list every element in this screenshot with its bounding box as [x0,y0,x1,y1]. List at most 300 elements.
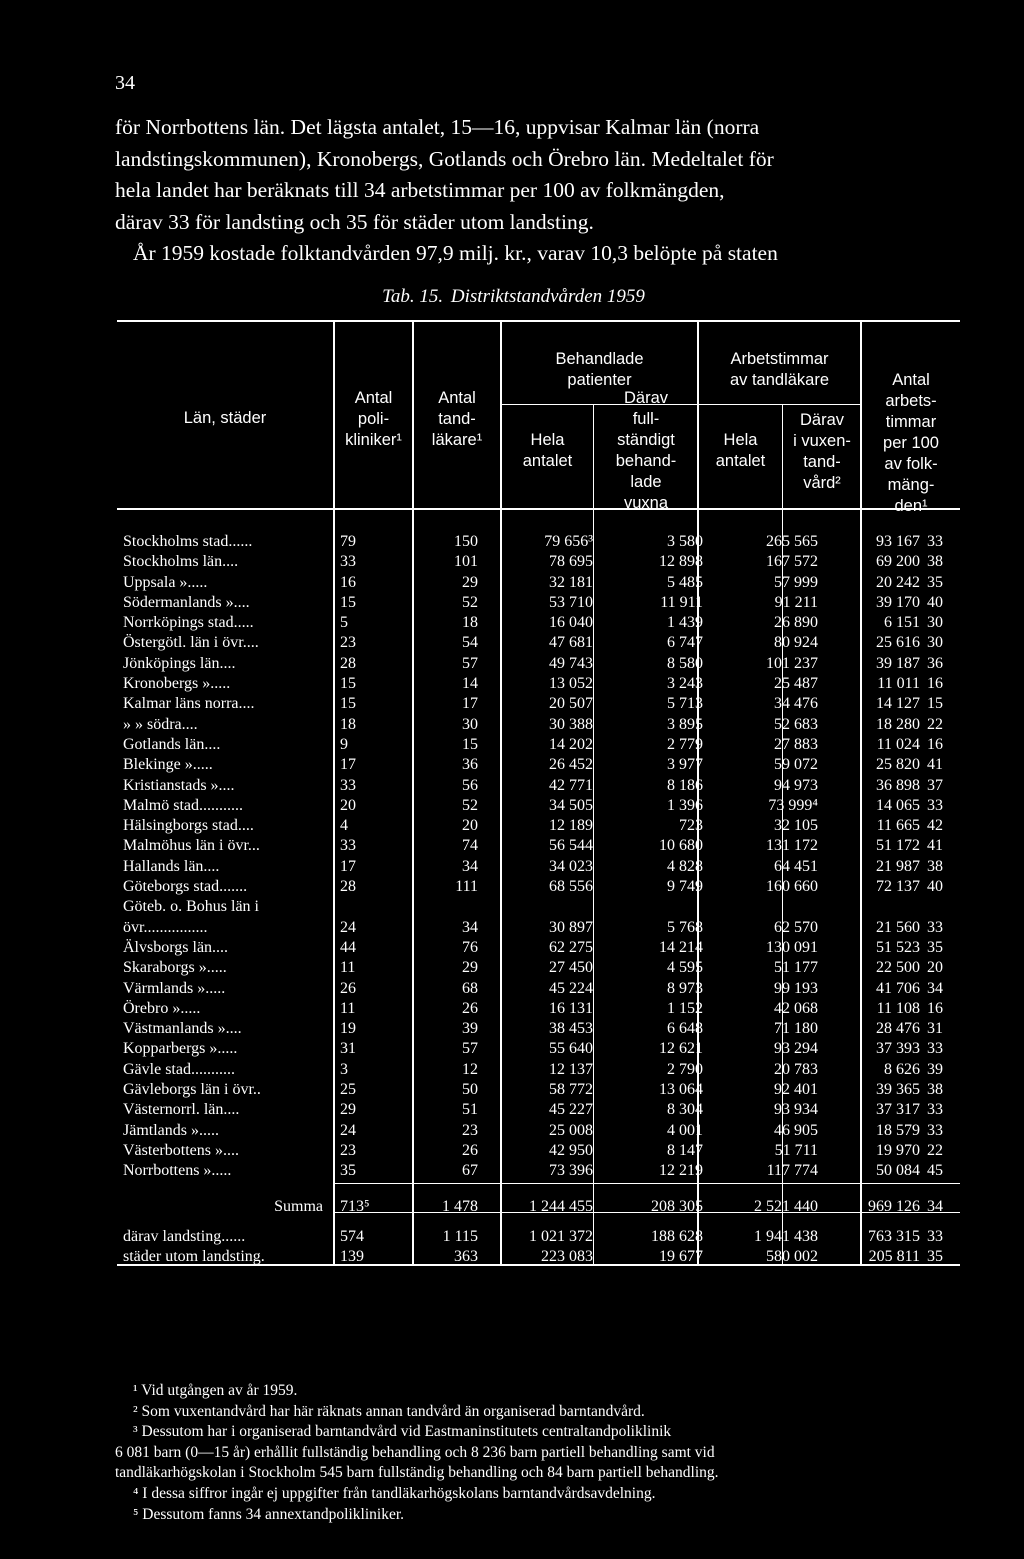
cell-poli: 33 [340,776,356,794]
cell-per100: 33 [927,533,943,550]
cell-beh: 25 008 [549,1121,593,1139]
table-row [123,878,963,898]
cell-name: Södermanlands ».... [123,593,250,611]
table-row [123,675,963,695]
table-top-rule [117,320,960,322]
cell-tand: 363 [454,1248,478,1266]
header-per100: Antal arbets- timmar per 100 av folk- mäng- den¹ [883,371,939,515]
cell-per100: 41 [927,756,943,774]
intro-line: för Norrbottens län. Det lägsta antalet, 15—16, uppvisar Kalmar län (norra [115,115,760,139]
cell-vuxen: 69 200 [876,553,920,571]
table-row [123,1101,963,1121]
cell-beh: 42 950 [549,1141,593,1159]
table-row [123,655,963,675]
cell-full: 2 790 [667,1060,703,1078]
cell-per100: 37 [927,776,943,794]
cell-arb: 93 294 [774,1040,818,1058]
cell-arb: 91 211 [774,593,818,611]
cell-tand: 18 [462,614,478,632]
table-row [123,594,963,614]
cell-vuxen: 21 560 [876,918,920,936]
cell-name: övr................ [123,918,208,936]
cell-full: 1 439 [667,614,703,632]
cell-tand: 52 [462,796,478,814]
header-arb-darav: Därav i vuxen- tand- vård² [793,411,851,492]
table-row [123,1040,963,1060]
cell-poli: 23 [340,1141,356,1159]
table-row [123,553,963,573]
cell-arb: 99 193 [774,979,818,997]
cell-beh: 58 772 [549,1081,593,1099]
cell-name: Västerbottens ».... [123,1141,239,1159]
footnote: ¹ Vid utgången av år 1959. [133,1382,298,1399]
cell-vuxen: 25 616 [876,634,920,652]
table-row [123,797,963,817]
cell-arb: 131 172 [766,837,818,855]
cell-per100: 45 [927,1162,943,1180]
cell-vuxen: 36 898 [876,776,920,794]
arbetstimmar-rule [697,404,860,405]
cell-full: 12 898 [659,553,703,571]
cell-vuxen: 14 065 [876,796,920,814]
cell-arb: 20 783 [774,1060,818,1078]
cell-poli: 19 [340,1020,356,1038]
cell-name: därav landsting...... [123,1227,246,1245]
cell-tand: 36 [462,756,478,774]
cell-arb: 265 565 [766,533,818,550]
cell-vuxen: 28 476 [876,1020,920,1038]
cell-beh: 62 275 [549,938,593,956]
cell-per100: 22 [927,1141,943,1159]
table-row [123,1061,963,1081]
cell-poli: 15 [340,593,356,611]
cell-poli: 20 [340,796,356,814]
cell-full: 8 147 [667,1141,703,1159]
header-poli: Antal poli- kliniker¹ [345,389,402,449]
cell-name: Gotlands län.... [123,735,221,753]
cell-per100: 33 [927,918,943,936]
cell-tand: 54 [462,634,478,652]
header-tand: Antal tand- läkare¹ [431,389,483,449]
cell-beh: 68 556 [549,878,593,896]
cell-arb: 32 105 [774,817,818,835]
header-beh-hela: Hela antalet [522,431,573,470]
cell-tand: 29 [462,573,478,591]
cell-per100: 33 [927,1101,943,1119]
cell-full: 3 243 [667,675,703,693]
cell-vuxen: 6 151 [884,614,920,632]
table-row [123,1142,963,1162]
cell-per100: 34 [927,1197,943,1215]
cell-tand: 26 [462,1141,478,1159]
cell-beh: 27 450 [549,959,593,977]
cell-poli: 5 [340,614,348,632]
cell-vuxen: 37 393 [876,1040,920,1058]
cell-poli: 11 [340,999,356,1017]
header-lan: Län, städer [183,409,267,427]
table-row [123,919,963,939]
cell-vuxen: 20 242 [876,573,920,591]
cell-per100: 40 [927,593,943,611]
cell-poli: 23 [340,634,356,652]
cell-tand: 1 478 [442,1197,478,1215]
cell-beh: 79 656³ [544,533,593,550]
cell-tand: 34 [462,857,478,875]
cell-name: Kopparbergs »..... [123,1040,238,1058]
page-number: 34 [115,72,135,94]
cell-poli: 33 [340,837,356,855]
header-bottom-rule [117,508,960,510]
cell-tand: 29 [462,959,478,977]
cell-full: 208 305 [651,1197,703,1215]
cell-poli: 24 [340,1121,356,1139]
cell-tand: 23 [462,1121,478,1139]
cell-tand: 57 [462,654,478,672]
cell-full: 6 648 [667,1020,703,1038]
header-arb-hela: Hela antalet [715,431,766,470]
footnote: 6 081 barn (0—15 år) erhållit fullständig behandling och 8 236 barn partiell behandling samt vid [115,1443,715,1461]
cell-vuxen: 51 172 [876,837,920,855]
table-row [123,756,963,776]
table-caption [0,286,1024,308]
cell-vuxen: 22 500 [876,959,920,977]
cell-beh: 49 743 [549,654,593,672]
cell-tand: 51 [462,1101,478,1119]
cell-poli: 31 [340,1040,356,1058]
cell-name: Östergötl. län i övr.... [123,634,259,652]
cell-vuxen: 25 820 [876,756,920,774]
cell-per100: 33 [927,796,943,814]
cell-poli: 29 [340,1101,356,1119]
footnote: ⁴ I dessa siffror ingår ej uppgifter från tandläkarhögskolans barntandvårdsavdelning. [133,1484,656,1502]
cell-vuxen: 51 523 [876,938,920,956]
cell-vuxen: 19 970 [876,1141,920,1159]
cell-beh: 20 507 [549,695,593,713]
cell-tand: 111 [455,878,478,896]
table-row [123,1122,963,1142]
cell-beh: 12 189 [549,817,593,835]
cell-beh: 42 771 [549,776,593,794]
table-row [123,716,963,736]
table-row [123,1020,963,1040]
cell-tand: 150 [454,533,478,550]
footnote: ³ Dessutom har i organiserad barntandvård vid Eastmaninstitutets centraltandpoliklinik [133,1423,672,1441]
cell-arb: 34 476 [774,695,818,713]
cell-name: Göteb. o. Bohus län i [123,898,259,916]
cell-poli: 574 [340,1227,364,1245]
table-row [123,1000,963,1020]
cell-per100: 38 [927,857,943,875]
cell-full: 12 621 [659,1040,703,1058]
cell-full: 3 977 [667,756,703,774]
cell-arb: 57 999 [774,573,818,591]
cell-poli: 713⁵ [340,1197,370,1215]
cell-beh: 38 453 [549,1020,593,1038]
cell-arb: 92 401 [774,1081,818,1099]
cell-poli: 33 [340,553,356,571]
cell-tand: 67 [462,1162,478,1180]
cell-per100: 30 [927,634,943,652]
cell-name: Jämtlands »..... [123,1121,219,1139]
cell-full: 6 747 [667,634,703,652]
cell-tand: 34 [462,918,478,936]
cell-beh: 223 083 [541,1248,593,1266]
cell-name: Kronobergs »..... [123,675,231,693]
table-row [123,1081,963,1101]
cell-poli: 139 [340,1248,364,1266]
cell-name: Hallands län.... [123,857,220,875]
cell-name: Uppsala »..... [123,573,208,591]
cell-full: 4 828 [667,857,703,875]
cell-poli: 24 [340,918,356,936]
cell-full: 1 152 [667,999,703,1017]
cell-vuxen: 50 084 [876,1162,920,1180]
cell-name: Stockholms stad...... [123,533,253,550]
col-divider [782,404,783,510]
intro-line: landstingskommunen), Kronobergs, Gotlands och Örebro län. Medeltalet för [115,146,774,171]
cell-name: Älvsborgs län.... [123,938,229,956]
cell-beh: 34 505 [549,796,593,814]
cell-poli: 15 [340,675,356,693]
cell-tand: 76 [462,938,478,956]
cell-per100: 16 [927,675,943,693]
cell-vuxen: 93 167 [876,533,920,550]
cell-full: 11 911 [660,593,703,611]
cell-name: Värmlands »..... [123,979,226,997]
cell-tand: 74 [462,837,478,855]
cell-poli: 15 [340,695,356,713]
cell-tand: 30 [462,715,478,733]
cell-full: 8 304 [667,1101,703,1119]
cell-name: Malmö stad........... [123,796,243,814]
table-row [123,1162,963,1182]
cell-beh: 12 137 [549,1060,593,1078]
cell-poli: 25 [340,1081,356,1099]
cell-poli: 3 [340,1060,348,1078]
table-row [123,574,963,594]
cell-name: Göteborgs stad....... [123,878,248,896]
cell-arb: 46 905 [774,1121,818,1139]
cell-vuxen: 8 626 [884,1060,920,1078]
footnote: ² Som vuxentandvård har här räknats annan tandvård än organiserad barntandvård. [133,1402,645,1420]
cell-beh: 56 544 [549,837,593,855]
cell-poli: 11 [340,959,356,977]
cell-per100: 41 [927,837,943,855]
cell-poli: 17 [340,756,356,774]
header-behandlade: Behandlade patienter [555,350,644,389]
cell-per100: 35 [927,573,943,591]
cell-arb: 52 683 [774,715,818,733]
cell-full: 723 [679,817,703,835]
cell-name: Skaraborgs »..... [123,959,227,977]
cell-vuxen: 14 127 [876,695,920,713]
cell-arb: 160 660 [766,878,818,896]
table-row [123,736,963,756]
cell-per100: 36 [927,654,943,672]
cell-arb: 62 570 [774,918,818,936]
cell-full: 19 677 [659,1248,703,1266]
cell-name: » » södra.... [123,715,198,733]
cell-full: 9 749 [667,878,703,896]
cell-per100: 31 [927,1020,943,1038]
cell-name: städer utom landsting. [123,1248,265,1266]
cell-vuxen: 763 315 [868,1227,920,1245]
cell-poli: 4 [340,817,348,835]
subtotal-row [123,1248,963,1268]
cell-beh: 55 640 [549,1040,593,1058]
cell-arb: 64 451 [774,857,818,875]
table-row [123,695,963,715]
cell-name: Västmanlands ».... [123,1020,242,1038]
table-body [123,533,963,1268]
cell-arb: 117 774 [766,1162,818,1180]
cell-vuxen: 39 365 [876,1081,920,1099]
cell-full: 3 895 [667,715,703,733]
cell-arb: 2 521 440 [754,1197,818,1215]
cell-beh: 13 052 [549,675,593,693]
cell-poli: 9 [340,735,348,753]
cell-vuxen: 205 811 [868,1248,920,1266]
table-label: Tab. 15. [382,286,444,307]
summa-row [123,1198,963,1218]
cell-name: Västernorrl. län.... [123,1101,240,1119]
intro-line: År 1959 kostade folktandvården 97,9 milj. kr., varav 10,3 belöpte på staten [133,241,778,265]
table-row [123,817,963,837]
table-row [123,898,963,918]
cell-name: Kalmar läns norra.... [123,695,255,713]
table-row [123,858,963,878]
footnote: ⁵ Dessutom fanns 34 annextandpolikliniker. [133,1505,405,1523]
table-row [123,777,963,797]
cell-per100: 40 [927,878,943,896]
cell-per100: 20 [927,959,943,977]
cell-vuxen: 11 108 [876,999,920,1017]
cell-full: 12 219 [659,1162,703,1180]
cell-arb: 26 890 [774,614,818,632]
cell-arb: 73 999⁴ [768,796,818,814]
cell-full: 8 186 [667,776,703,794]
cell-beh: 14 202 [549,735,593,753]
cell-per100: 33 [927,1121,943,1139]
cell-vuxen: 11 011 [877,675,920,693]
cell-per100: 22 [927,715,943,733]
cell-name: Jönköpings län.... [123,654,236,672]
cell-beh: 30 388 [549,715,593,733]
cell-beh: 45 224 [549,979,593,997]
cell-vuxen: 11 665 [876,817,920,835]
cell-arb: 80 924 [774,634,818,652]
cell-tand: 12 [462,1060,478,1078]
cell-tand: 39 [462,1020,478,1038]
cell-full: 8 580 [667,654,703,672]
table-row [123,614,963,634]
cell-beh: 78 695 [549,553,593,571]
cell-per100: 34 [927,979,943,997]
cell-full: 188 628 [651,1227,703,1245]
footnotes [115,1381,967,1525]
cell-arb: 94 973 [774,776,818,794]
cell-per100: 38 [927,1081,943,1099]
cell-name: Norrbottens »..... [123,1162,232,1180]
cell-name: Norrköpings stad..... [123,614,254,632]
cell-per100: 30 [927,614,943,632]
cell-beh: 45 227 [549,1101,593,1119]
cell-full: 4 001 [667,1121,703,1139]
cell-arb: 25 487 [774,675,818,693]
intro-paragraph [115,112,965,270]
cell-full: 3 580 [667,533,703,550]
cell-beh: 16 040 [549,614,593,632]
header-beh-darav: Därav full- ständigt behand- lade vuxna [615,389,677,512]
cell-full: 4 595 [667,959,703,977]
cell-arb: 71 180 [774,1020,818,1038]
cell-tand: 14 [462,675,478,693]
cell-poli: 18 [340,715,356,733]
cell-name: Kristianstads ».... [123,776,235,794]
table-row [123,837,963,857]
subtotal-row [123,1228,963,1248]
cell-poli: 28 [340,654,356,672]
cell-beh: 53 710 [549,593,593,611]
cell-tand: 50 [462,1081,478,1099]
cell-tand: 17 [462,695,478,713]
cell-name: Gävleborgs län i övr.. [123,1081,261,1099]
cell-poli: 35 [340,1162,356,1180]
cell-tand: 1 115 [442,1227,478,1245]
cell-poli: 26 [340,979,356,997]
cell-poli: 17 [340,857,356,875]
footnote: tandläkarhögskolan i Stockholm 545 barn fullständig behandling och 84 barn partiell behandling. [115,1464,719,1482]
cell-per100: 15 [927,695,943,713]
cell-tand: 57 [462,1040,478,1058]
cell-tand: 101 [454,553,478,571]
cell-name: Hälsingborgs stad.... [123,817,254,835]
cell-beh: 16 131 [549,999,593,1017]
cell-full: 10 680 [659,837,703,855]
table-row [123,533,963,553]
cell-beh: 1 244 455 [529,1197,593,1215]
cell-full: 2 779 [667,735,703,753]
col-divider [593,404,594,510]
cell-arb: 51 711 [774,1141,818,1159]
cell-arb: 101 237 [766,654,818,672]
cell-per100: 35 [927,1248,943,1266]
cell-name: Gävle stad........... [123,1060,235,1078]
cell-per100: 42 [927,817,943,835]
cell-beh: 30 897 [549,918,593,936]
intro-line: därav 33 för landsting och 35 för städer utom landsting. [115,209,594,234]
cell-name: Örebro »..... [123,999,201,1017]
cell-per100: 33 [927,1227,943,1245]
cell-arb: 59 072 [774,756,818,774]
cell-full: 5 713 [667,695,703,713]
cell-tand: 68 [462,979,478,997]
cell-vuxen: 18 579 [876,1121,920,1139]
cell-vuxen: 969 126 [868,1197,920,1215]
cell-full: 5 485 [667,573,703,591]
cell-tand: 15 [462,735,478,753]
cell-full: 1 396 [667,796,703,814]
header-arbetstimmar: Arbetstimmar av tandläkare [729,350,830,389]
cell-vuxen: 39 187 [876,654,920,672]
table-row [123,959,963,979]
cell-tand: 56 [462,776,478,794]
cell-vuxen: 11 024 [876,735,920,753]
cell-poli: 28 [340,878,356,896]
cell-full: 8 973 [667,979,703,997]
table-row [123,980,963,1000]
cell-name: Blekinge »..... [123,756,213,774]
